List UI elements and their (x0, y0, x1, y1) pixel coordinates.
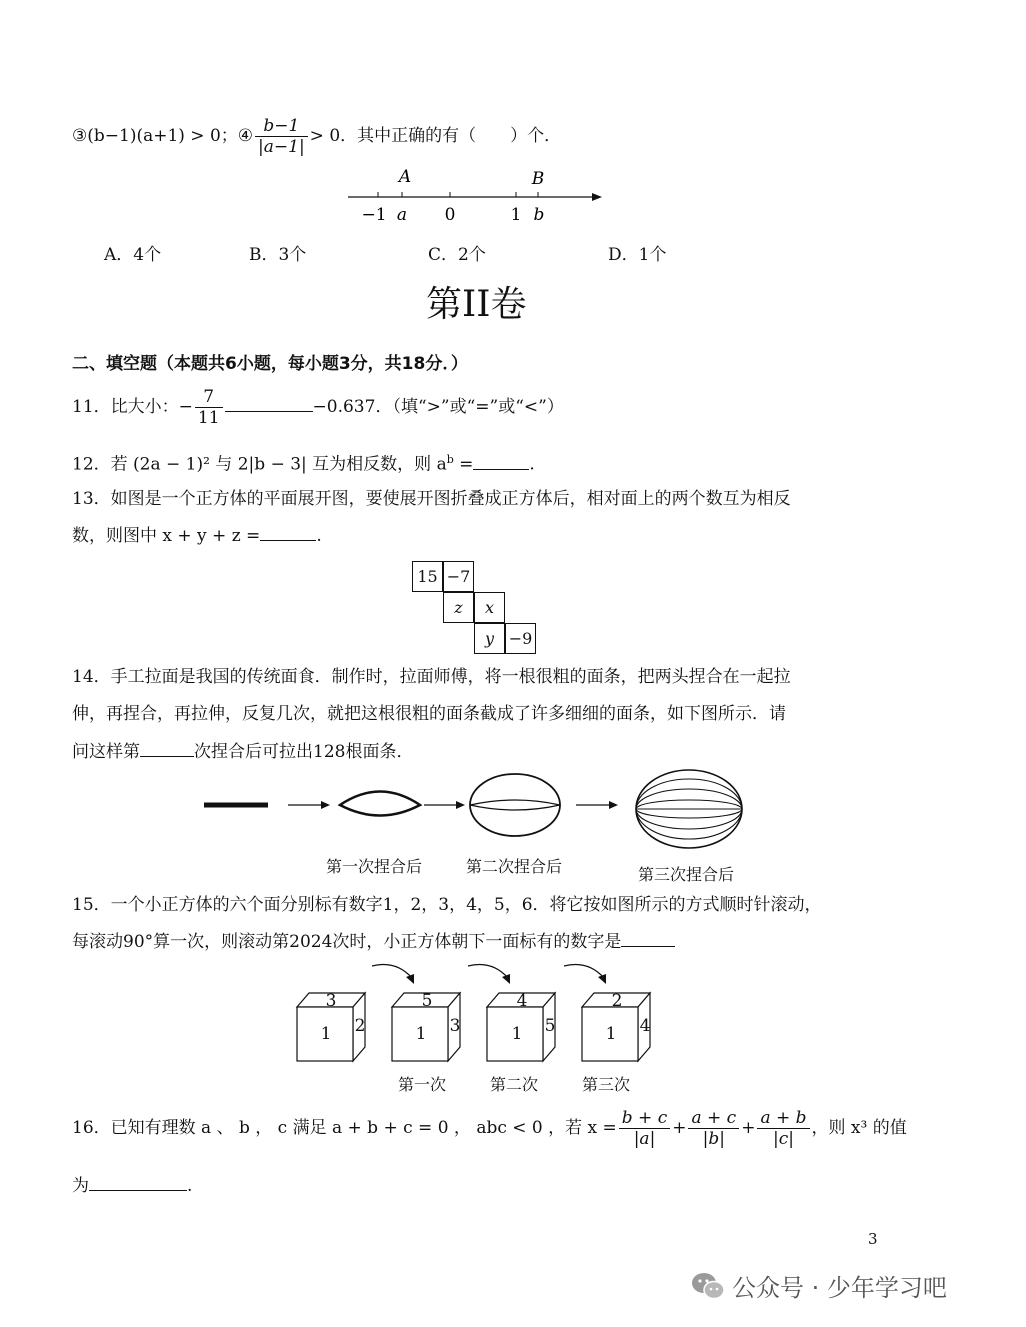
cube-1-front: 1 (320, 1024, 332, 1044)
q15-line2: 每滚动90°算一次，则滚动第2024次时，小正方体朝下一面标有的数字是 (72, 930, 675, 953)
q11 (72, 387, 564, 428)
q14-line2: 伸，再捏合，再拉伸，反复几次，就把这根很粗的面条截成了许多细细的面条，如下图所示．请 (72, 704, 786, 724)
q11-fraction: $\frac{7}{11}$ (195, 387, 223, 428)
q15-blank (621, 930, 675, 947)
tick-1: 1 (510, 205, 522, 225)
cube-3-right: 5 (544, 1016, 556, 1036)
net-cell: 15 (412, 561, 443, 592)
q13-line1: 13．如图是一个正方体的平面展开图，要使展开图折叠成正方体后，相对面上的两个数互为相反 (72, 489, 791, 509)
q14-blank (140, 740, 194, 757)
label-A: A (398, 167, 412, 187)
option-a: A．4个 (104, 245, 162, 265)
watermark-text: 公众号 · 少年学习吧 (732, 1274, 947, 1302)
net-cell: −7 (443, 561, 474, 592)
number-line (340, 162, 610, 228)
q16-fraction-2: $\frac{a + c}{|b|}$ (688, 1108, 739, 1149)
tick-0: 0 (444, 205, 456, 225)
q14-line3: 问这样第 次捏合后可拉出128根面条． (72, 742, 414, 762)
q12: 12．若 (2a − 1)² 与 2|b − 3| 互为相反数，则 $a^b$ = . (72, 453, 535, 475)
noodle-diagram (196, 768, 756, 850)
tick-b: b (533, 205, 545, 225)
option-b: B．3个 (249, 245, 307, 265)
section-heading: 二、填空题（本题共6小题，每小题3分，共18分．） (72, 354, 468, 374)
q12-text: 12．若 (2a − 1)² 与 2|b − 3| 互为相反数，则 a (72, 454, 447, 475)
net-cell: x (474, 592, 505, 623)
part2-title: 第II卷 (426, 284, 527, 325)
noodle-first (340, 792, 420, 816)
cube-3-front: 1 (511, 1024, 523, 1044)
cube-2-front: 1 (415, 1024, 427, 1044)
noodle-caption-2: 第二次捏合后 (466, 857, 563, 876)
q10-tail: > 0．其中正确的有（ ）个． (309, 126, 562, 146)
cube-4-front: 1 (605, 1024, 617, 1044)
q10-item3: ③(b−1)(a+1) > 0；④ (72, 126, 254, 146)
cube-2-top: 5 (421, 991, 433, 1011)
wechat-icon (690, 1270, 726, 1302)
roll-caption-3: 第三次 (582, 1075, 631, 1094)
q16-fraction-1: $\frac{b + c}{|a|}$ (619, 1108, 670, 1149)
watermark (690, 1268, 947, 1303)
arrow-icon (576, 801, 618, 809)
option-c: C．2个 (428, 245, 486, 265)
net-cell: z (443, 592, 474, 623)
page-number: 3 (868, 1230, 878, 1248)
cube-4-right: 4 (639, 1016, 651, 1036)
label-B: B (531, 169, 545, 189)
roll-caption-1: 第一次 (398, 1075, 447, 1094)
cube-3-top: 4 (516, 991, 528, 1011)
noodle-second (470, 774, 560, 836)
option-d: D．1个 (608, 245, 667, 265)
q11-suffix: −0.637．（填“>”或“=”或“<”） (312, 397, 564, 417)
q16-line1: 16．已知有理数 a 、 b ， c 满足 a + b + c = 0 ， abc < 0 ，若 x = $\frac{b + c}{|a|}$ + $\frac{a + c}{|b|}$ + $\frac{a + b}{|c|}$ ，则 x³ 的值 (72, 1108, 907, 1149)
arrow-icon (424, 801, 465, 809)
q12-blank (473, 453, 529, 470)
cube-1-right: 2 (354, 1016, 366, 1036)
noodle-caption-3: 第三次捏合后 (638, 865, 735, 884)
net-cell: −9 (505, 623, 536, 654)
q10-line (72, 116, 561, 157)
q13-blank (260, 524, 316, 541)
curved-arrow-icon (372, 965, 606, 985)
q11-prefix: 11．比大小：− (72, 397, 193, 417)
roll-caption-2: 第二次 (490, 1075, 539, 1094)
rolling-cubes (290, 958, 670, 1066)
tick-minus1: −1 (361, 205, 387, 225)
q16-fraction-3: $\frac{a + b}{|c|}$ (757, 1108, 809, 1149)
q15-line1: 15．一个小正方体的六个面分别标有数字1，2，3，4，5，6．将它按如图所示的方式顺时针滚动， (72, 895, 822, 915)
arrow-icon (288, 801, 330, 809)
q16-blank (89, 1174, 187, 1191)
q14-line1: 14．手工拉面是我国的传统面食．制作时，拉面师傅，将一根很粗的面条，把两头捏合在一起拉 (72, 667, 791, 687)
noodle-third (636, 770, 742, 848)
tick-a: a (396, 205, 408, 225)
q11-blank (225, 395, 313, 412)
q13-line2: 数，则图中 x + y + z = . (72, 526, 322, 546)
net-cell: y (474, 623, 505, 654)
q16-text: 16．已知有理数 a 、 b ， c 满足 a + b + c = 0 ， abc < 0 ，若 x = (72, 1118, 617, 1138)
noodle-caption-1: 第一次捏合后 (326, 857, 423, 876)
cube-4-top: 2 (611, 991, 623, 1011)
cube-2-right: 3 (449, 1016, 461, 1036)
q16-line2: 为 . (72, 1176, 193, 1196)
q10-fraction: $\frac{b-1}{|a-1|}$ (255, 116, 308, 157)
q12-exponent: b (446, 453, 454, 466)
cube-1-top: 3 (325, 991, 337, 1011)
cube-net (412, 561, 542, 657)
